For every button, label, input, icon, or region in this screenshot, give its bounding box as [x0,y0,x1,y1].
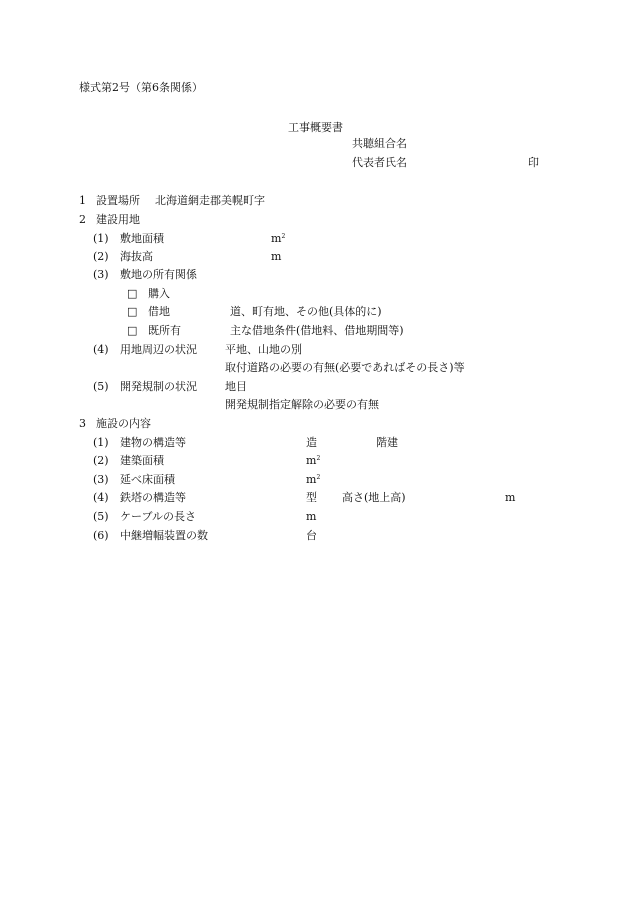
item-3-3-unit: $m^2$ [306,473,321,486]
item-2-4-label: 用地周辺の状況 [120,343,197,356]
item-3-3-label: 延べ床面積 [120,473,175,486]
item-3-4-label: 鉄塔の構造等 [120,491,186,504]
ownership-lease-label: 借地 [148,305,170,318]
item-3-2-unit: $m^2$ [306,454,321,467]
ownership-owned-checkbox[interactable]: □ [127,324,138,337]
section-1-value: 北海道網走郡美幌町字 [155,194,265,207]
item-2-1-label: 敷地面積 [120,232,164,245]
item-3-1-unit: 造 [306,436,317,449]
item-3-1-label: 建物の構造等 [120,436,186,449]
item-2-3-label: 敷地の所有関係 [120,268,197,281]
section-1-number: 1 [79,194,86,207]
item-3-4-number: (4) [93,491,109,504]
item-3-1-extra: 階建 [376,436,398,449]
item-2-2-unit: m [271,250,282,263]
item-2-5-line2: 開発規制指定解除の必要の有無 [225,398,379,411]
section-2-number: 2 [79,213,86,226]
item-3-6-label: 中継増幅装置の数 [120,529,208,542]
item-3-2-number: (2) [93,454,109,467]
item-2-5-label: 開発規制の状況 [120,380,197,393]
item-3-2-label: 建築面積 [120,454,164,467]
item-3-4-unit: 型 [306,491,317,504]
item-2-2-number: (2) [93,250,109,263]
ownership-owned-label: 既所有 [148,324,181,337]
item-2-5-number: (5) [93,380,109,393]
item-3-3-number: (3) [93,473,109,486]
seal-mark: 印 [528,156,539,169]
form-label: 様式第2号（第6条関係） [79,81,203,94]
ownership-lease-note: 道、町有地、その他(具体的に) [230,305,382,318]
ownership-purchase-checkbox[interactable]: □ [127,287,138,300]
item-3-6-unit: 台 [306,529,317,542]
item-3-6-number: (6) [93,529,109,542]
item-3-5-unit: m [306,510,317,523]
section-3-number: 3 [79,417,86,430]
item-2-4-number: (4) [93,343,109,356]
ownership-owned-note: 主な借地条件(借地料、借地期間等) [230,324,404,337]
item-2-4-line1: 平地、山地の別 [225,343,302,356]
association-name-label: 共聴組合名 [352,137,407,150]
item-3-4-extra-unit: m [505,491,516,504]
ownership-purchase-label: 購入 [148,287,170,300]
item-2-4-line2: 取付道路の必要の有無(必要であればその長さ)等 [225,361,465,374]
item-2-2-label: 海抜高 [120,250,153,263]
section-2-label: 建設用地 [96,213,140,226]
representative-name-label: 代表者氏名 [352,156,407,169]
item-3-1-number: (1) [93,436,109,449]
ownership-lease-checkbox[interactable]: □ [127,305,138,318]
section-3-label: 施設の内容 [96,417,151,430]
item-3-5-number: (5) [93,510,109,523]
item-2-3-number: (3) [93,268,109,281]
item-2-5-line1: 地目 [225,380,247,393]
item-3-4-extra: 高さ(地上高) [342,491,406,504]
section-1-label: 設置場所 [96,194,140,207]
document-title: 工事概要書 [288,121,343,134]
item-2-1-number: (1) [93,232,109,245]
item-2-1-unit: $m^2$ [271,232,286,245]
item-3-5-label: ケーブルの長さ [120,510,197,523]
